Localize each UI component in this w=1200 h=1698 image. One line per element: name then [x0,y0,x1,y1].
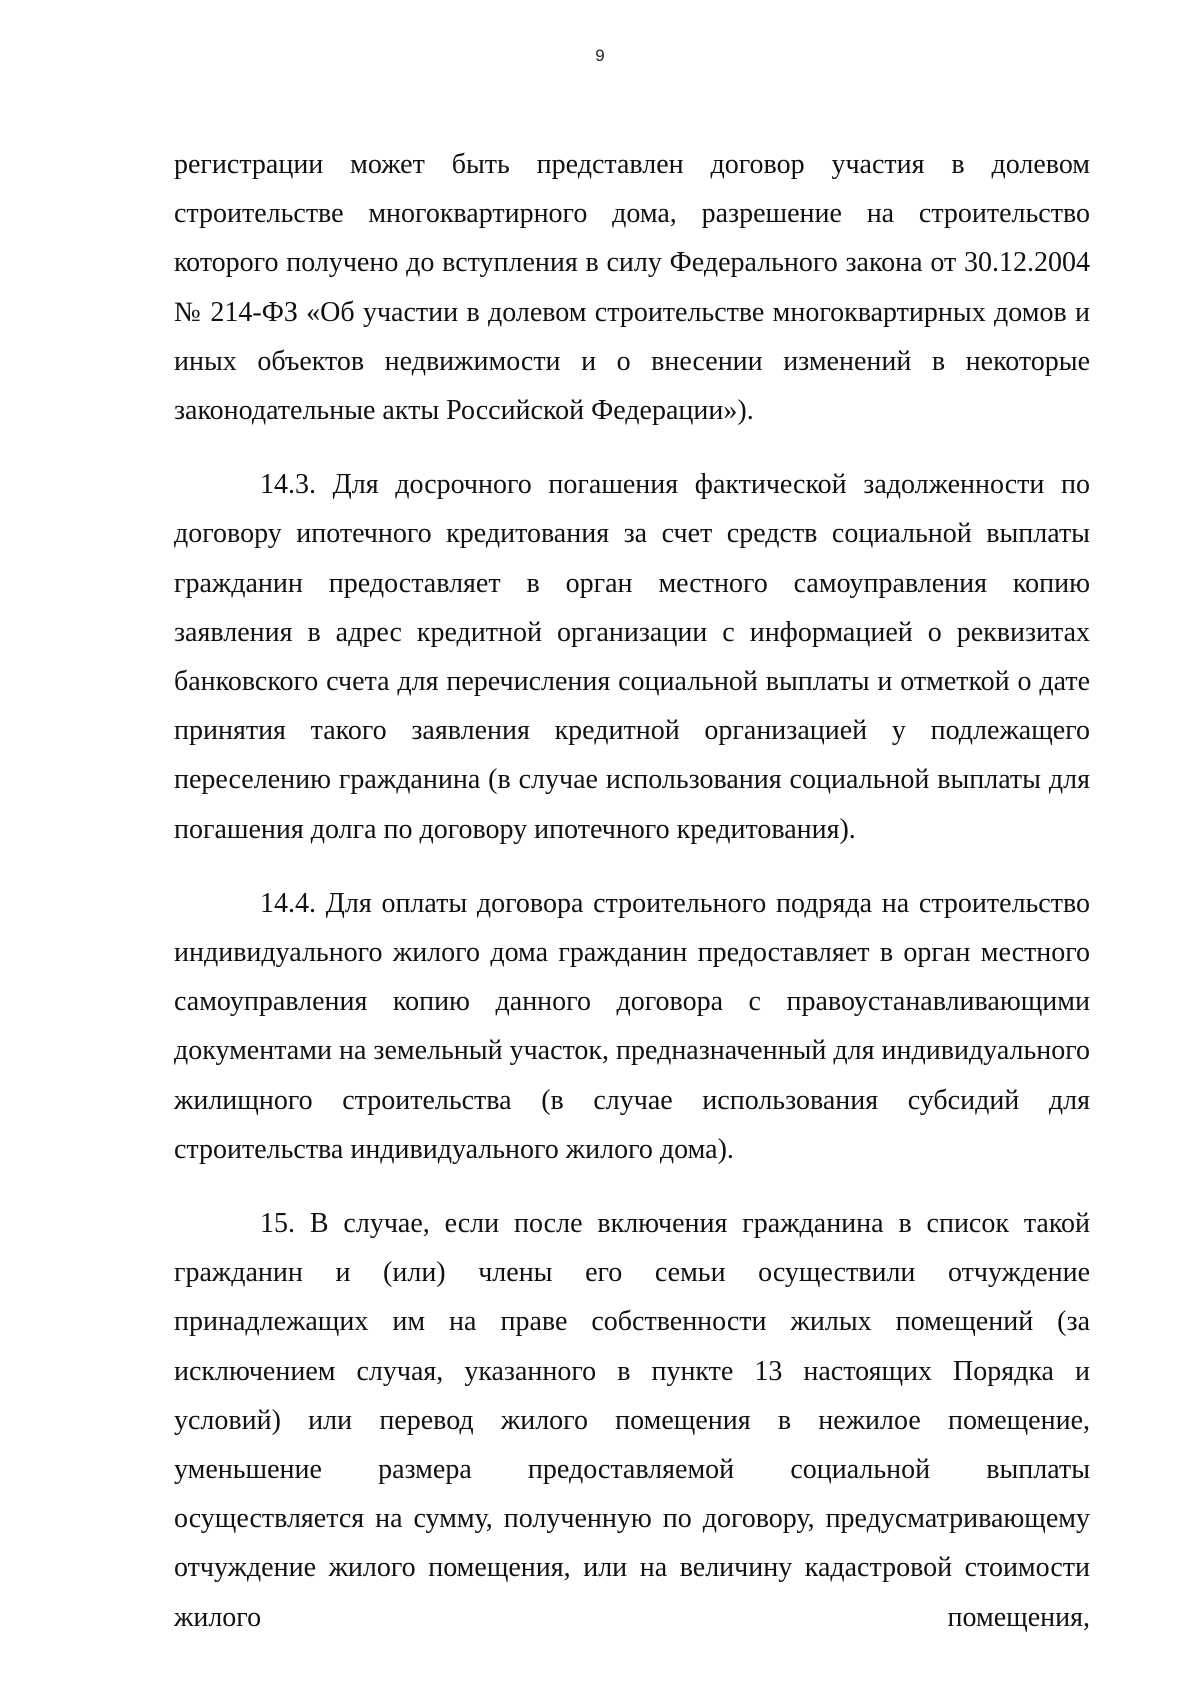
paragraph-15: 15. В случае, если после включения гражданина в список такой гражданин и (или) члены его семьи осуществили отчуждение принадлежащих им на праве собственности жилых помещений (за исключением случая, указанного в пункте 13 настоящих Порядка и условий) или перевод жилого помещения в нежилое помещение, уменьшение размера предоставляемой социальной выплаты осуществляется на сумму, полученную по договору, предусматривающему отчуждение жилого помещения, или на величину кадастровой стоимости жилого помещения, [174,1208,1090,1633]
paragraph-14-4: 14.4. Для оплаты договора строительного подряда на строительство индивидуального жилого дома гражданин предоставляет в орган местного самоуправления копию данного договора с правоустанавливающими документами на земельный участок, предназначенный для индивидуального жилищного строительства (в случае использования субсидий для строительства индивидуального жилого дома). [174,887,1090,1165]
page-number: 9 [595,46,605,65]
document-body [174,140,1090,1642]
paragraph-14-3: 14.3. Для досрочного погашения фактической задолженности по договору ипотечного кредитования за счет средств социальной выплаты гражданин предоставляет в орган местного самоуправления копию заявления в адрес кредитной организации с информацией о реквизитах банковского счета для перечисления социальной выплаты и отметкой о дате принятия такого заявления кредитной организацией у подлежащего переселению гражданина (в случае использования социальной выплаты для погашения долга по договору ипотечного кредитования). [174,469,1090,845]
paragraph-continuation: регистрации может быть представлен договор участия в долевом строительстве многоквартирного дома, разрешение на строительство которого получено до вступления в силу Федерального закона от 30.12.2004 № 214-ФЗ «Об участии в долевом строительстве многоквартирных домов и иных объектов недвижимости и о внесении изменений в некоторые законодательные акты Российской Федерации»). [174,149,1090,427]
